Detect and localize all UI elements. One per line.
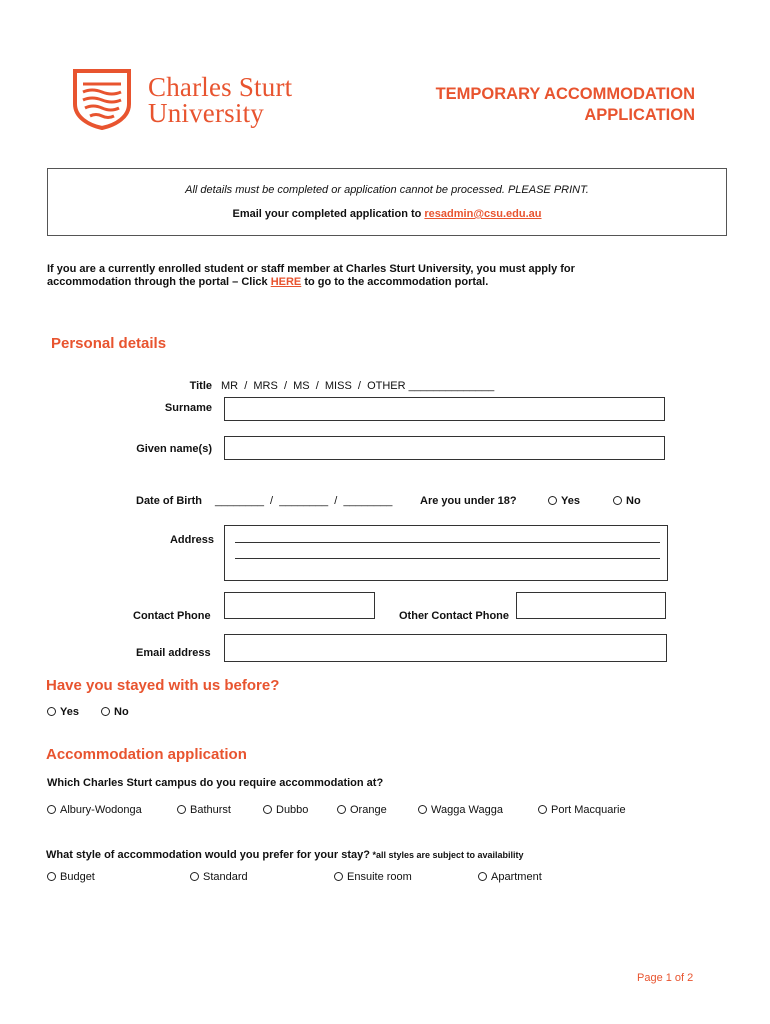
dob-label: Date of Birth (136, 495, 202, 507)
radio-icon[interactable] (538, 805, 547, 814)
page-number: Page 1 of 2 (637, 972, 694, 984)
campus-label: Orange (350, 804, 387, 816)
other-contact-phone-label: Other Contact Phone (399, 610, 510, 622)
email-input[interactable] (224, 634, 667, 662)
stayed-yes-option[interactable] (47, 706, 79, 718)
style-note: *all styles are subject to availability (369, 850, 524, 860)
intro-line2 (47, 276, 727, 289)
style-label: Apartment (491, 871, 542, 883)
university-logo (72, 68, 304, 130)
campus-label: Albury-Wodonga (60, 804, 142, 816)
under18-yes-option[interactable] (548, 495, 580, 507)
radio-icon[interactable] (47, 805, 56, 814)
contact-phone-label: Contact Phone (133, 610, 211, 622)
campus-option-port-macquarie[interactable] (538, 804, 626, 816)
campus-option-albury-wodonga[interactable] (47, 804, 142, 816)
document-title-line2: APPLICATION (584, 106, 695, 124)
address-line-2 (235, 558, 660, 559)
stayed-before-heading: Have you stayed with us before? (46, 677, 280, 694)
style-option-standard[interactable] (190, 871, 248, 883)
portal-link[interactable]: HERE (270, 276, 302, 288)
campus-option-orange[interactable] (337, 804, 387, 816)
radio-icon[interactable] (47, 707, 56, 716)
notice-instructions: All details must be completed or application cannot be processed. PLEASE PRINT. (185, 184, 589, 196)
radio-icon[interactable] (337, 805, 346, 814)
document-title-line1: TEMPORARY ACCOMMODATION (435, 85, 695, 103)
campus-label: Wagga Wagga (431, 804, 503, 816)
under18-no-option[interactable] (613, 495, 641, 507)
style-label: Standard (203, 871, 248, 883)
campus-label: Bathurst (190, 804, 231, 816)
accommodation-heading: Accommodation application (46, 746, 247, 763)
notice-box (47, 168, 727, 236)
under18-label: Are you under 18? (420, 495, 517, 507)
campus-question: Which Charles Sturt campus do you require accommodation at? (47, 777, 384, 789)
style-option-ensuite[interactable] (334, 871, 412, 883)
surname-input[interactable] (224, 397, 665, 421)
radio-icon[interactable] (101, 707, 110, 716)
dob-input[interactable]: ________ / ________ / ________ (215, 495, 393, 507)
radio-icon[interactable] (334, 872, 343, 881)
intro-paragraph (47, 263, 727, 289)
radio-icon[interactable] (47, 872, 56, 881)
campus-option-dubbo[interactable] (263, 804, 308, 816)
style-option-apartment[interactable] (478, 871, 542, 883)
radio-icon[interactable] (478, 872, 487, 881)
style-question (46, 845, 524, 863)
campus-label: Dubbo (276, 804, 309, 816)
stayed-yes-label: Yes (60, 706, 79, 718)
radio-icon[interactable] (263, 805, 272, 814)
stayed-no-label: No (114, 706, 129, 718)
radio-icon[interactable] (418, 805, 427, 814)
title-label: Title (189, 380, 212, 392)
campus-option-wagga-wagga[interactable] (418, 804, 503, 816)
notice-email-prefix: Email your completed application to (232, 208, 425, 220)
title-options[interactable]: MR / MRS / MS / MISS / OTHER ______________ (221, 380, 495, 392)
surname-label: Surname (164, 402, 212, 414)
address-input[interactable] (224, 525, 668, 581)
style-option-budget[interactable] (47, 871, 95, 883)
personal-details-heading: Personal details (51, 335, 167, 352)
campus-option-bathurst[interactable] (177, 804, 231, 816)
notice-email-line (48, 208, 726, 220)
email-link[interactable]: resadmin@csu.edu.au (424, 208, 542, 220)
style-label: Ensuite room (347, 871, 412, 883)
under18-no-label: No (626, 495, 641, 507)
logo-text-line2: University (148, 98, 264, 128)
radio-icon[interactable] (190, 872, 199, 881)
stayed-no-option[interactable] (101, 706, 129, 718)
intro-line1: If you are a currently enrolled student or staff member at Charles Sturt University, you must apply for (47, 263, 575, 275)
radio-icon[interactable] (548, 496, 557, 505)
under18-yes-label: Yes (561, 495, 580, 507)
other-contact-phone-input[interactable] (516, 592, 666, 619)
shield-logo-icon (72, 68, 132, 130)
address-label: Address (169, 534, 214, 546)
address-line-1 (235, 542, 660, 543)
given-names-label: Given name(s) (136, 443, 212, 455)
radio-icon[interactable] (613, 496, 622, 505)
email-label: Email address (136, 647, 211, 659)
intro-line2-suffix: to go to the accommodation portal. (301, 276, 489, 288)
given-names-input[interactable] (224, 436, 665, 460)
radio-icon[interactable] (177, 805, 186, 814)
logo-text-line1: Charles Sturt (148, 72, 293, 102)
document-title (355, 84, 695, 126)
campus-label: Port Macquarie (551, 804, 626, 816)
intro-line2-prefix: accommodation through the portal – Click (47, 276, 271, 288)
style-label: Budget (60, 871, 95, 883)
contact-phone-input[interactable] (224, 592, 375, 619)
style-question-text: What style of accommodation would you prefer for your stay? (46, 849, 370, 861)
